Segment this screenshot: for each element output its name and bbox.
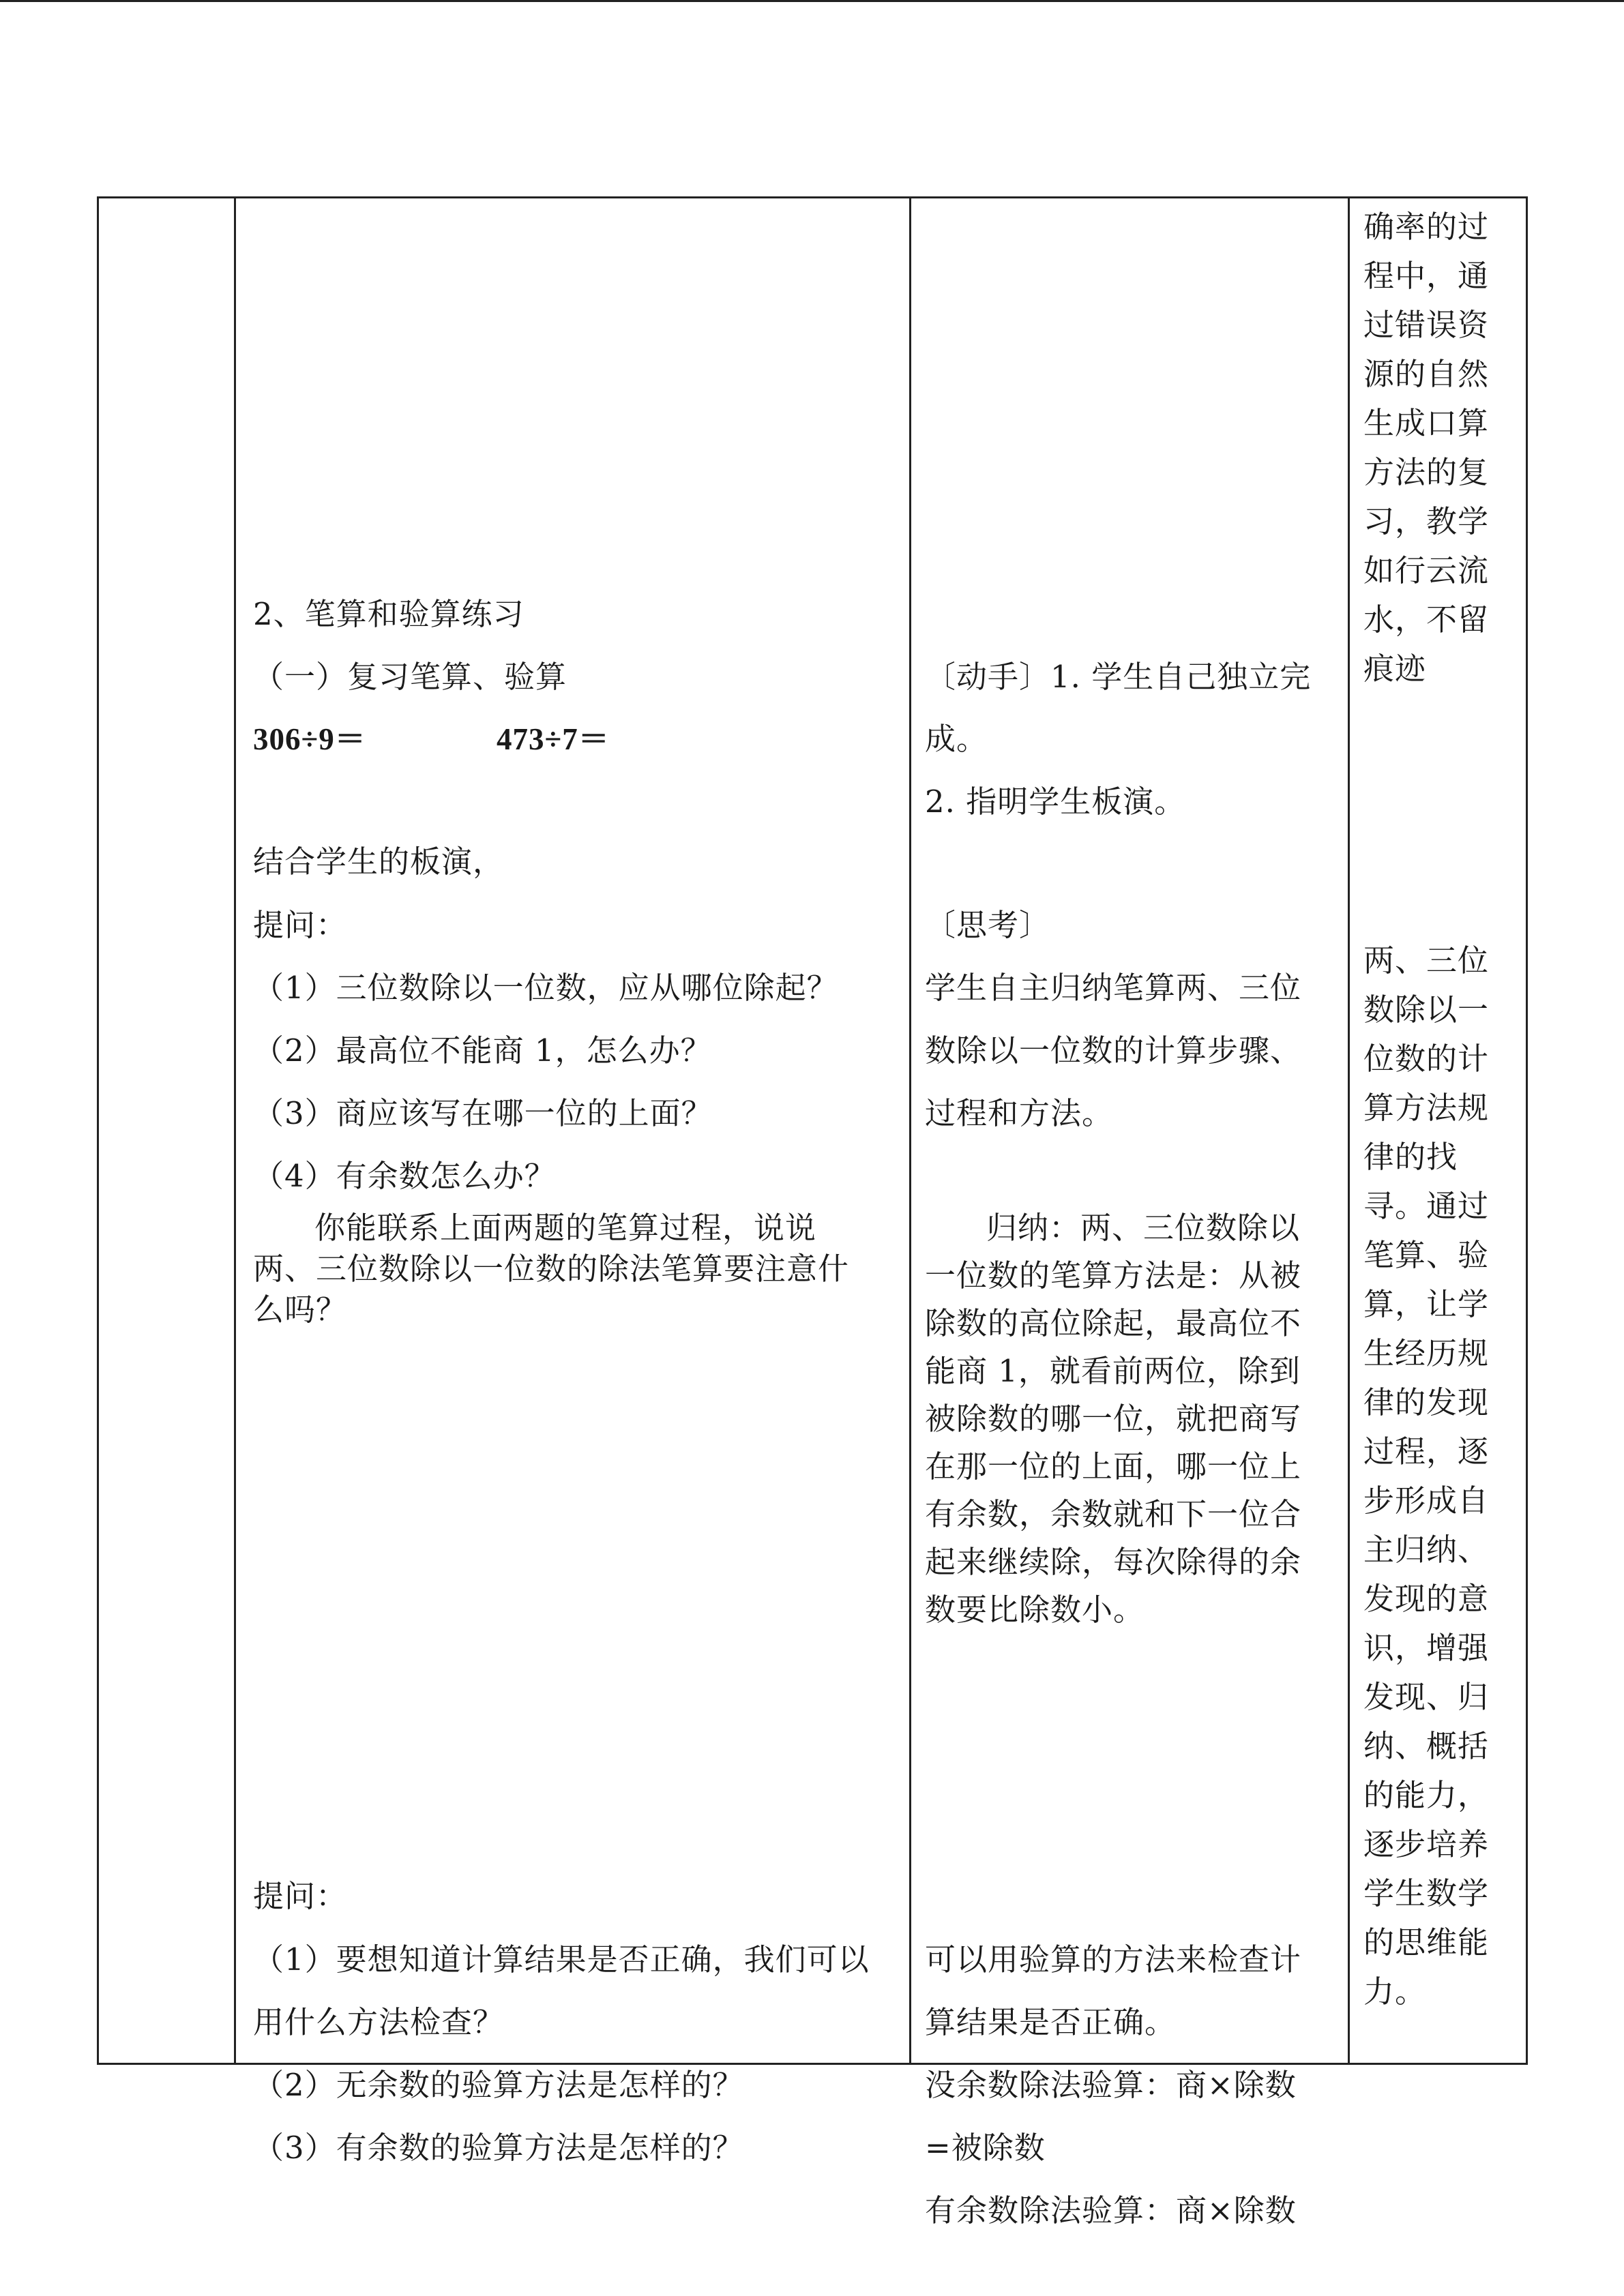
intent-line: 生成口算 — [1363, 405, 1490, 441]
question-4: （4）有余数怎么办？ — [253, 1158, 556, 1194]
intent-line: 寻。通过 — [1363, 1188, 1490, 1224]
summary-line: 一位数的笔算方法是：从被 — [925, 1257, 1302, 1294]
intent-line: 生经历规 — [1363, 1335, 1490, 1371]
hands-on-line: 〔动手〕1. 学生自己独立完 — [925, 659, 1312, 695]
column-design-intent — [1350, 198, 1526, 2063]
remainder-check: 有余数除法验算：商×除数 — [925, 2192, 1297, 2228]
intent-line: 识，增强 — [1363, 1630, 1490, 1666]
hands-on-line: 2. 指明学生板演。 — [925, 784, 1186, 820]
summary-line: 被除数的哪一位，就把商写 — [925, 1401, 1302, 1437]
check-question-3: （3）有余数的验算方法是怎样的？ — [253, 2130, 744, 2166]
intent-line: 过错误资 — [1363, 307, 1490, 343]
think-line: 数除以一位数的计算步骤、 — [925, 1032, 1302, 1069]
check-question-2: （2）无余数的验算方法是怎样的？ — [253, 2067, 744, 2103]
intent-line: 位数的计 — [1363, 1041, 1490, 1077]
intent-line: 律的找 — [1363, 1139, 1458, 1175]
intent-line: 习，教学 — [1363, 503, 1490, 539]
summary-line: 除数的高位除起，最高位不 — [925, 1305, 1302, 1341]
check-question-1-cont: 用什么方法检查？ — [253, 2004, 505, 2040]
intent-line: 两、三位 — [1363, 942, 1490, 979]
intent-line: 痕迹 — [1363, 651, 1427, 687]
intent-line: 水，不留 — [1363, 601, 1490, 638]
summary-prompt-line: 么吗？ — [253, 1292, 348, 1328]
intent-line: 发现的意 — [1363, 1581, 1490, 1617]
check-question-1: （1）要想知道计算结果是否正确，我们可以 — [253, 1941, 870, 1978]
summary-prompt-line: 你能联系上面两题的笔算过程，说说 — [314, 1210, 817, 1246]
intent-line: 主归纳、 — [1363, 1532, 1490, 1568]
intent-line: 如行云流 — [1363, 552, 1490, 588]
intent-line: 过程，逐 — [1363, 1433, 1490, 1470]
intent-line: 学生数学 — [1363, 1875, 1490, 1911]
think-line: 过程和方法。 — [925, 1095, 1114, 1131]
summary-prompt-line: 两、三位数除以一位数的除法笔算要注意什 — [253, 1251, 850, 1287]
summary-line: 起来继续除，每次除得的余 — [925, 1544, 1302, 1580]
problem-2: 473÷7＝ — [497, 722, 610, 756]
question-2: （2）最高位不能商 1，怎么办？ — [253, 1032, 712, 1069]
check-answer-line: 可以用验算的方法来检查计 — [925, 1941, 1302, 1978]
column-student-activity — [911, 198, 1350, 2228]
column-stage — [99, 198, 236, 2063]
ask-label: 提问： — [253, 907, 348, 943]
intent-line: 纳、概括 — [1363, 1728, 1490, 1764]
problem-1: 306÷9＝ — [253, 722, 366, 756]
intent-line: 方法的复 — [1363, 454, 1490, 490]
think-label: 〔思考〕 — [925, 907, 1051, 943]
intent-line: 步形成自 — [1363, 1482, 1490, 1519]
think-line: 学生自主归纳笔算两、三位 — [925, 970, 1302, 1006]
intent-line: 的思维能 — [1363, 1924, 1490, 1960]
board-text: 结合学生的板演， — [253, 844, 505, 880]
page-top-border — [0, 0, 1624, 2]
intent-line: 发现、归 — [1363, 1679, 1490, 1715]
question-1: （1）三位数除以一位数，应从哪位除起？ — [253, 970, 838, 1006]
intent-line: 律的发现 — [1363, 1384, 1490, 1420]
intent-line: 确率的过 — [1363, 209, 1490, 245]
intent-line: 算方法规 — [1363, 1090, 1490, 1126]
summary-line: 归纳：两、三位数除以 — [986, 1210, 1301, 1246]
lesson-plan-table — [97, 196, 1528, 2228]
intent-line: 逐步培养 — [1363, 1826, 1490, 1862]
no-remainder-check-cont: =被除数 — [925, 2130, 1046, 2166]
summary-line: 能商 1，就看前两位，除到 — [925, 1353, 1301, 1389]
summary-line: 在那一位的上面，哪一位上 — [925, 1448, 1302, 1485]
intent-line: 程中，通 — [1363, 258, 1490, 294]
sub-title: （一）复习笔算、验算 — [253, 659, 567, 695]
check-answer-line: 算结果是否正确。 — [925, 2004, 1177, 2040]
intent-line: 源的自然 — [1363, 356, 1490, 392]
hands-on-line: 成。 — [925, 721, 988, 757]
question-3: （3）商应该写在哪一位的上面？ — [253, 1095, 713, 1131]
ask-label: 提问： — [253, 1878, 348, 1914]
intent-line: 算，让学 — [1363, 1286, 1490, 1322]
intent-line: 数除以一 — [1363, 992, 1490, 1028]
intent-line: 的能力， — [1363, 1777, 1490, 1813]
summary-line: 有余数，余数就和下一位合 — [925, 1496, 1302, 1532]
section-title: 2、笔算和验算练习 — [253, 596, 525, 632]
intent-line: 力。 — [1363, 1973, 1427, 2010]
summary-line: 数要比除数小。 — [925, 1592, 1145, 1628]
intent-line: 笔算、验 — [1363, 1237, 1490, 1273]
no-remainder-check: 没余数除法验算：商×除数 — [925, 2067, 1297, 2103]
column-teacher-activity — [236, 198, 911, 2166]
